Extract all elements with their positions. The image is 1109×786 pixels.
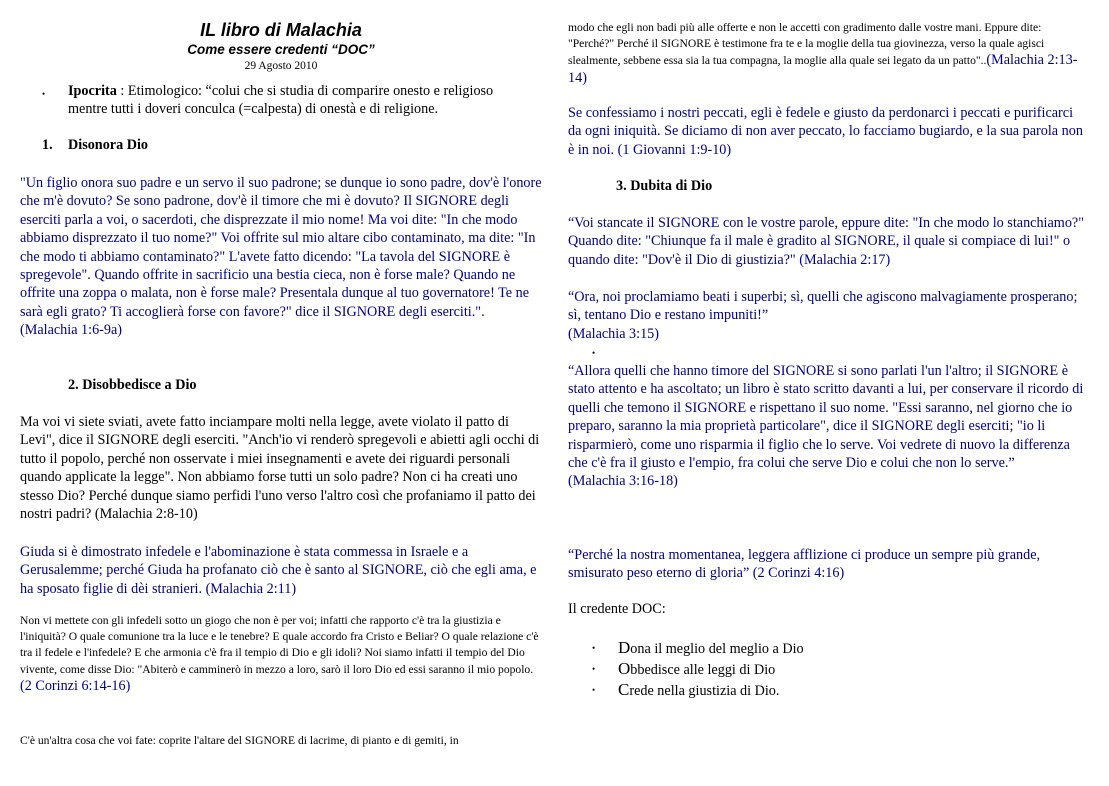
quote-1-giovanni-1-9: Se confessiamo i nostri peccati, egli è fedele e giusto da perdonarci i peccati e purificarci da ogni iniquità. Se diciamo di non aver peccato, lo facciamo bugiardo, e la sua parola non è in noi. (1 Giovanni 1:9-10) — [568, 105, 1083, 158]
doc-initial: C — [618, 680, 630, 699]
quote-malachia-3-16 — [568, 362, 1086, 491]
list-item — [592, 638, 1072, 659]
quote-2-corinzi-4-16: “Perché la nostra momentanea, leggera afflizione ci produce un sempre più grande, smisurato peso eterno di gloria” (2 Corinzi 4:16) — [568, 547, 1041, 582]
quote-malachia-2-13-start: C'è un'altra cosa che voi fate: coprite l'altare del SIGNORE di lacrime, di pianto e di gemiti, in — [20, 734, 459, 747]
quote-text: modo che egli non badi più alle offerte e non le accetti con gradimento dalle vostre mani. Eppure dite: "Perché?" Perché il SIGNORE è testimone fra te e la moglie della tua giovinezza, verso la quale agisci slealmente, sebbene essa sia la tua compagna, la moglie alla quale sei legato da un patto".. — [568, 21, 1045, 68]
definition-term: Ipocrita — [68, 83, 117, 99]
doc-initial: D — [618, 638, 631, 657]
bullet-icon: • — [592, 685, 596, 695]
bullet-icon: • — [592, 664, 596, 674]
quote-2-corinzi-6-14 — [20, 613, 542, 695]
quote-reference: (Malachia 3:16-18) — [568, 473, 678, 490]
doc-text: rede nella giustizia di Dio. — [629, 683, 780, 699]
quote-malachia-2-11: Giuda si è dimostrato infedele e l'abominazione è stata commessa in Israele e a Gerusalemme; perché Giuda ha profanato ciò che è santo al SIGNORE, ciò che egli ama, e ha sposato figlie di dèi stranieri. (Malachia 2:11) — [20, 544, 537, 597]
quote-reference: (2 Corinzi 6:14-16) — [20, 677, 131, 694]
bullet-icon: • — [592, 643, 596, 653]
section-1-title: Disonora Dio — [68, 137, 149, 153]
section-1-number: 1. — [42, 137, 53, 153]
section-3-title: 3. Dubita di Dio — [616, 178, 713, 194]
page-date: 29 Agosto 2010 — [244, 60, 318, 72]
quote-malachia-2-13-cont — [568, 20, 1086, 87]
doc-intro: Il credente DOC: — [568, 601, 666, 617]
doc-initial: O — [618, 659, 631, 678]
doc-text: bbedisce alle leggi di Dio — [630, 662, 776, 678]
quote-malachia-2-8: Ma voi vi siete sviati, avete fatto inciampare molti nella legge, avete violato il patto di Levi", dice il SIGNORE degli eserciti. "Anch'io vi renderò spregevoli e abietti agli occhi di tutto il popolo, perché non osservate i miei insegnamenti e avete dei riguardi personali quando applicate la legge". Non abbiamo forse tutti un solo padre? Non ci ha creati uno stesso Dio? Perché dunque siamo perfidi l'uno verso l'altro così che profaniamo il patto dei nostri padri? (Malachia 2:8-10) — [20, 414, 540, 523]
quote-reference: (Malachia 3:15) — [568, 325, 659, 342]
doc-list — [592, 638, 1072, 701]
page-subtitle: Come essere credenti “DOC” — [187, 42, 375, 57]
doc-text: ona il meglio del meglio a Dio — [630, 641, 804, 657]
quote-malachia-2-17: “Voi stancate il SIGNORE con le vostre parole, eppure dite: "In che modo lo stanchiamo?" Quando dite: "Chiunque fa il male è gradito al SIGNORE, il quale si compiace di lui!" o quando dite: "Dov'è il Dio di giustizia?" (Malachia 2:17) — [568, 215, 1085, 268]
bullet-icon: • — [42, 89, 46, 99]
page-title: IL libro di Malachia — [200, 20, 362, 40]
section-2-title: 2. Disobbedisce a Dio — [68, 377, 197, 393]
quote-text: “Allora quelli che hanno timore del SIGNORE si sono parlati l'un l'altro; il SIGNORE è stato attento e ha ascoltato; un libro è stato scritto davanti a lui, per conservare il ricordo di quelli che temono il SIGNORE e rispettano il suo nome. "Essi saranno, nel giorno che io preparo, saranno la mia proprietà particolare", dice il SIGNORE degli eserciti; "io li risparmierò, come uno risparmia il figlio che lo serve. Voi vedrete di nuovo la differenza che c'è fra il giusto e l'empio, fra colui che serve Dio e colui che non lo serve.” — [568, 363, 1084, 472]
definition-text: : Etimologico: “colui che si studia di comparire onesto e religioso mentre tutti i doveri conculca (=calpesta) di onestà e di religione. — [68, 83, 494, 118]
quote-malachia-1-6 — [20, 174, 542, 340]
list-item — [592, 680, 1072, 701]
quote-reference: (Malachia 2:13-14) — [568, 52, 1078, 86]
quote-text: “Ora, noi proclamiamo beati i superbi; sì, quelli che agiscono malvagiamente prosperano; sì, tentano Dio e restano impuniti!” — [568, 289, 1078, 324]
quote-reference: (Malachia 1:6-9a) — [20, 322, 123, 339]
bullet-icon: • — [592, 348, 596, 358]
list-item — [592, 659, 1072, 680]
definition-paragraph — [68, 82, 528, 119]
quote-malachia-3-15 — [568, 288, 1086, 343]
quote-text: "Un figlio onora suo padre e un servo il suo padrone; se dunque io sono padre, dov'è l'onore che m'è dovuto? Se sono padrone, dov'è il timore che mi è dovuto? Il SIGNORE degli eserciti parla a voi, o sacerdoti, che disprezzate il mio nome! Ma voi dite: "In che modo abbiamo disprezzato il tuo nome?" Voi offrite sul mio altare cibo contaminato, ma dite: "In che modo ti abbiamo contaminato?" L'avete fatto dicendo: "La tavola del SIGNORE è spregevole". Quando offrite in sacrificio una bestia cieca, non è forse male? Quando ne offrite una zoppa o malata, non è forse male? Presentala dunque al tuo governatore! Te ne sarà egli grato? Ti accoglierà forse con favore?" dice il SIGNORE degli eserciti.". — [20, 175, 542, 320]
quote-text: Non vi mettete con gli infedeli sotto un giogo che non è per voi; infatti che rapporto c'è tra la giustizia e l'iniquità? O quale comunione tra la luce e le tenebre? E quale accordo fra Cristo e Beliar? O quale relazione c'è tra il fedele e l'infedele? E che armonia c'è fra il tempio di Dio e gli idoli? Noi siamo infatti il tempio del Dio vivente, come disse Dio: "Abiterò e camminerò in mezzo a loro, sarò il loro Dio ed essi saranno il mio popolo. — [20, 614, 539, 676]
